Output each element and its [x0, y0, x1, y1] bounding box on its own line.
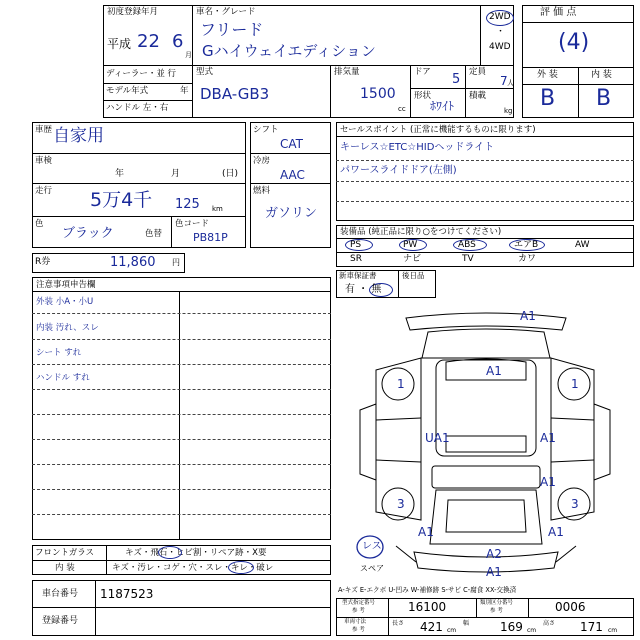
- type-spec-sub: 参 考: [352, 608, 365, 614]
- dimensions-label: 車両寸法: [344, 619, 367, 625]
- capacity-unit: 人: [507, 79, 514, 87]
- equip-airbag: エアB: [514, 240, 539, 250]
- damage-right-front-door: A1: [540, 431, 556, 445]
- warranty-value: 有 ・ 無: [345, 284, 382, 295]
- sales-point-line-1: キーレス☆ETC☆HIDヘッドライト: [340, 142, 495, 153]
- color-code-label: 色コード: [175, 219, 210, 229]
- chassis-label: 車台番号: [42, 589, 79, 599]
- width-label: 幅: [463, 620, 470, 627]
- damage-right-rear-door: A1: [540, 475, 556, 489]
- mileage-detail: 125: [175, 197, 200, 212]
- inspection-year-unit: 年: [115, 169, 125, 179]
- height-unit: cm: [608, 627, 618, 634]
- damage-legend: A-キズ E-エクボ U-凹み W-補修跡 S-サビ C-腐食 XX-交換済: [338, 586, 517, 594]
- door-label: ドア: [414, 67, 431, 77]
- length-label: 長さ: [392, 620, 405, 627]
- shape: ﾎﾜｲﾄ: [430, 99, 455, 113]
- warranty-label: 新車保証書: [339, 271, 377, 280]
- damage-hood: A1: [486, 364, 502, 378]
- first-registration-label: 初度登録年月: [107, 7, 159, 17]
- sales-point-line-2: パワースライドドア(左側): [340, 165, 457, 176]
- front-glass-label: フロントガラス: [35, 548, 94, 558]
- notes-box: [32, 277, 331, 540]
- doors: 5: [452, 72, 461, 87]
- shift-label: シフト: [253, 125, 279, 135]
- fuel-value: ガソリン: [265, 206, 318, 221]
- recycle-label: R券: [35, 257, 51, 267]
- handle-label: ハンドル 左・右: [106, 103, 169, 113]
- interior-label: 内 装: [591, 70, 612, 80]
- dealer-label: ディーラー・並 行: [106, 69, 177, 79]
- color-label: 色: [35, 219, 44, 229]
- color-code: PB81P: [193, 231, 228, 244]
- front-glass-options: キズ・飛石・ヒビ割・リペア跡・X要: [125, 548, 267, 558]
- spare-label: スペア: [360, 564, 384, 573]
- width-unit: cm: [527, 627, 537, 634]
- cooler-label: 冷房: [253, 156, 271, 166]
- exterior-grade: B: [540, 86, 556, 111]
- height-label: 高さ: [543, 620, 556, 627]
- weight-unit: kg: [504, 107, 513, 115]
- inspection-label: 車検: [35, 156, 53, 166]
- note-line-3: シート すれ: [36, 348, 82, 358]
- equip-ps: PS: [350, 240, 362, 250]
- dimensions-sub: 参 考: [352, 627, 365, 633]
- car-grade: Gハイウェイエディション: [202, 42, 376, 60]
- height-value: 171: [580, 620, 603, 634]
- first-reg-year: 22: [137, 31, 160, 52]
- capacity: 7: [500, 74, 508, 88]
- model-label: 型式: [196, 67, 214, 77]
- model-year-unit: 年: [180, 86, 189, 96]
- note-line-4: ハンドル すれ: [36, 373, 90, 383]
- recycle-amount: 11,860: [110, 255, 156, 270]
- sales-points-label: セールスポイント (正常に機能するものに限ります): [340, 125, 536, 135]
- equip-tv: TV: [462, 254, 474, 264]
- registration-label: 登録番号: [42, 616, 79, 626]
- equip-sr: SR: [350, 254, 362, 264]
- fuel-label: 燃料: [253, 186, 271, 196]
- drive-2wd: 2WD: [489, 12, 511, 22]
- mileage-label: 走行: [35, 186, 53, 196]
- cc-unit: cc: [398, 105, 406, 113]
- category-number: 0006: [555, 600, 586, 614]
- spare-less: レス: [362, 541, 382, 552]
- category-label: 類別区分番号: [480, 600, 514, 606]
- inspection-month-unit: 月: [171, 169, 181, 179]
- damage-left-rear-fender: 3: [397, 497, 405, 511]
- category-sub: 参 考: [490, 608, 503, 614]
- interior-grade: B: [596, 86, 612, 111]
- length-value: 421: [420, 620, 443, 634]
- weight-label: 積載: [469, 91, 487, 101]
- usage-label: 車歴: [35, 125, 53, 135]
- capacity-label: 定員: [469, 67, 487, 77]
- damage-right-rear-fender: 3: [571, 497, 579, 511]
- equip-leather: カワ: [518, 254, 537, 264]
- equip-pw: PW: [403, 240, 418, 250]
- displacement-label: 排気量: [334, 67, 360, 77]
- era-label: 平成: [107, 37, 132, 51]
- interior-condition-label: 内 装: [55, 563, 75, 573]
- stone-chip-circle: [158, 546, 182, 559]
- drive-4wd: 4WD: [489, 42, 511, 52]
- km-unit: km: [212, 205, 223, 213]
- usage-value: 自家用: [53, 126, 104, 146]
- first-reg-month: 6: [172, 31, 184, 52]
- score-label: 評 価 点: [540, 7, 577, 18]
- damage-rear-gate: A2: [486, 547, 502, 561]
- notes-label: 注意事項申告欄: [36, 280, 96, 290]
- damage-left-front-door: UA1: [425, 431, 450, 445]
- equip-aw: AW: [575, 240, 590, 250]
- chassis-number: 1187523: [100, 587, 154, 601]
- inspection-day-unit: (日): [222, 169, 239, 179]
- damage-right-front-fender: 1: [571, 377, 579, 391]
- mileage-value: 5万4千: [90, 189, 153, 211]
- type-spec-number: 16100: [408, 600, 447, 614]
- color-change-label: 色替: [145, 229, 163, 239]
- note-line-2: 内装 汚れ、スレ: [36, 323, 99, 333]
- model-code: DBA-GB3: [200, 85, 270, 103]
- drive-dot: ・: [496, 27, 506, 37]
- recycle-unit: 円: [172, 258, 180, 267]
- cooler-value: AAC: [280, 168, 305, 182]
- score-value: (4): [558, 30, 590, 55]
- car-name: フリード: [200, 20, 264, 39]
- recycle-box: [32, 253, 185, 273]
- shift-value: CAT: [280, 137, 303, 151]
- note-line-1: 外装 小A・小U: [36, 297, 94, 307]
- width-value: 169: [500, 620, 523, 634]
- damage-right-rear-quarter: A1: [548, 525, 564, 539]
- interior-condition-options: キズ・汚レ・コゲ・穴・スレ・キレ・破レ: [112, 563, 274, 573]
- rub-circle: [228, 561, 254, 574]
- equip-navi: ナビ: [403, 254, 422, 264]
- month-unit: 月: [185, 51, 192, 59]
- equip-abs: ABS: [458, 240, 476, 250]
- exterior-label: 外 装: [537, 70, 558, 80]
- length-unit: cm: [447, 627, 457, 634]
- color-value: ブラック: [62, 226, 114, 241]
- type-spec-label: 型式指定番号: [342, 600, 376, 606]
- model-year-label: モデル年式: [106, 86, 149, 96]
- record-label: 後日品: [402, 271, 425, 280]
- damage-left-front-fender: 1: [397, 377, 405, 391]
- damage-front-bumper: A1: [520, 309, 536, 323]
- car-name-grade-label: 車名・グレード: [196, 7, 256, 17]
- equipment-label: 装備品 (純正品に限り○をつけてください): [340, 227, 502, 237]
- displacement: 1500: [360, 86, 396, 102]
- shape-label: 形状: [414, 91, 432, 101]
- damage-left-rear-quarter: A1: [418, 525, 434, 539]
- damage-rear-bumper: A1: [486, 565, 502, 579]
